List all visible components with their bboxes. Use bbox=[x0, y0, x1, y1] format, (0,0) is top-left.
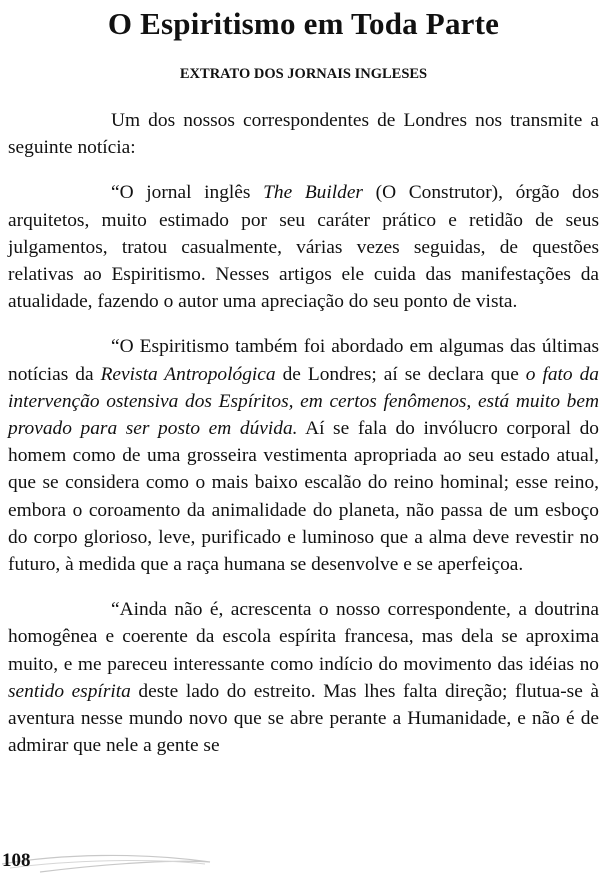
publication-title-revista-antropologica: Revista Antropológica bbox=[100, 363, 276, 385]
section-subtitle: EXTRATO DOS JORNAIS INGLESES bbox=[179, 66, 428, 82]
page-ornament-swash bbox=[0, 842, 220, 878]
paragraph-1 bbox=[8, 107, 599, 161]
paragraph-1-text: Um dos nossos correspondentes de Londres nos transmite a seguinte notícia: bbox=[8, 110, 599, 159]
page-title: O Espiritismo em Toda Parte bbox=[107, 6, 500, 41]
paragraph-2-text-start: “O jornal inglês bbox=[111, 182, 264, 204]
italic-quote: o fato da intervenção ostensiva dos Espíritos, em certos fenômenos, está muito bem provado para ser posto em dúvida. bbox=[8, 363, 599, 440]
paragraph-3-text-middle: de Londres; aí se declara que bbox=[275, 363, 526, 385]
publication-title-the-builder: The Builder bbox=[263, 182, 363, 204]
italic-phrase-sentido-espirita: sentido espírita bbox=[8, 680, 131, 702]
paragraph-2 bbox=[8, 179, 599, 315]
paragraph-3 bbox=[8, 333, 599, 578]
paragraph-2-text-end: (O Construtor), órgão dos arquitetos, muito estimado por seu caráter prático e retidão de seus julgamentos, tratou casualmente, várias vezes seguidas, de questões relativas ao Espiritismo. Nesses artigos ele cuida das manifestações da atualidade, fazendo o autor uma apreciação do seu ponto de vista. bbox=[8, 182, 599, 313]
page-number: 108 bbox=[2, 850, 31, 871]
paragraph-4 bbox=[8, 596, 599, 759]
article-body bbox=[8, 107, 599, 777]
paragraph-3-text-end: Aí se fala do invólucro corporal do homem como de uma grosseira vestimenta apropriada ao seu estado atual, que se considera como o mais baixo escalão do reino hominal; esse reino, embora o coroamento da animalidade do planeta, não passa de um esboço do corpo glorioso, leve, purificado e luminoso que a alma deve revestir no futuro, à medida que a raça humana se desenvolve e se aperfeiçoa. bbox=[8, 418, 599, 576]
paragraph-4-text-end: deste lado do estreito. Mas lhes falta direção; flutua-se à aventura nesse mundo novo que se abre perante a Humanidade, e não é de admirar que nele a gente se bbox=[8, 680, 599, 757]
paragraph-3-text-start: “O Espiritismo também foi abordado em algumas das últimas notícias da bbox=[8, 336, 599, 385]
paragraph-4-text-start: “Ainda não é, acrescenta o nosso correspondente, a doutrina homogênea e coerente da escola espírita francesa, mas dela se aproxima muito, e me pareceu interessante como indício do movimento das idéias no bbox=[8, 599, 599, 675]
